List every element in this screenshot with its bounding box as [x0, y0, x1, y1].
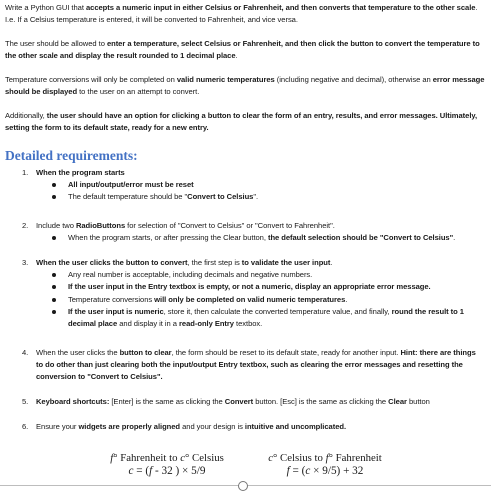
requirement-item-2: [22, 220, 484, 244]
requirement-number: 6.: [22, 422, 29, 431]
bullet-dot-icon: [52, 195, 56, 199]
intro-paragraph-1: Write a Python GUI that accepts a numeric input in either Celsius or Fahrenheit, and then converts that temperature to the other scale. I.e. If a Celsius temperature is entered, it will be converted to Fahrenheit, and vice versa.: [5, 3, 478, 25]
requirement-text: Keyboard shortcuts: [Enter] is the same as clicking the Convert button. [Esc] is the same as clicking the Clear button: [36, 397, 430, 406]
formula-f-to-c: [108, 452, 226, 478]
requirement-text: When the user clicks the button to convert, the first step is to validate the user input.: [36, 258, 333, 267]
formula-c-to-f-equation: f = (c × 9/5) + 32: [286, 465, 364, 477]
bullet-dot-icon: [52, 298, 56, 302]
requirement-item-1: [22, 167, 484, 204]
requirement-item-6: [22, 421, 484, 433]
bullet-dot-icon: [52, 273, 56, 277]
requirement-item-4: [22, 347, 484, 384]
bullet-item: If the user input in the Entry textbox is empty, or not a numeric, display an appropriate error message.: [36, 281, 484, 293]
bullet-item: When the program starts, or after pressing the Clear button, the default selection should be "Convert to Celsius".: [36, 232, 484, 244]
requirement-number: 2.: [22, 221, 29, 230]
requirement-number: 4.: [22, 348, 29, 357]
intro-paragraph-3: Temperature conversions will only be completed on valid numeric temperatures (including negative and decimal), otherwise an error message should be displayed to the user on an attempt to convert.: [5, 75, 485, 97]
intro-paragraph-4: Additionally, the user should have an option for clicking a button to clear the form of an entry, results, and error messages. Ultimately, setting the form to its default state, ready for a new entry.: [5, 111, 478, 133]
requirement-text: When the user clicks the button to clear, the form should be reset to its default state, ready for another input. Hint: there are things to do other than just clearing both the input/output Entry textbox, such as clearing the error messages and resetting the conversion to "Convert to Celsius".: [36, 348, 476, 382]
bullet-dot-icon: [52, 236, 56, 240]
requirement-number: 3.: [22, 258, 29, 267]
formula-f-to-c-title: f° Fahrenheit to c° Celsius: [110, 452, 224, 464]
bullet-item: If the user input is numeric, store it, then calculate the converted temperature value, and finally, round the result to 1 decimal place and display it in a read-only Entry textbox.: [36, 306, 484, 330]
requirement-item-5: [22, 396, 484, 408]
formula-f-to-c-equation: c = (f - 32 ) × 5/9: [128, 465, 206, 477]
bullet-item: All input/output/error must be reset: [36, 179, 484, 191]
requirement-number: 1.: [22, 168, 29, 177]
bullet-item: Temperature conversions will only be completed on valid numeric temperatures.: [36, 294, 484, 306]
requirement-text: Include two RadioButtons for selection of "Convert to Celsius" or "Convert to Fahrenheit".: [36, 221, 335, 230]
bullet-dot-icon: [52, 285, 56, 289]
bullet-item: The default temperature should be "Convert to Celsius".: [36, 191, 484, 203]
requirement-number: 5.: [22, 397, 29, 406]
requirements-heading: Detailed requirements:: [5, 148, 138, 163]
formula-c-to-f-title: c° Celsius to f° Fahrenheit: [268, 452, 382, 464]
requirement-item-3: [22, 257, 484, 330]
requirement-text: When the program starts: [36, 168, 125, 177]
intro-paragraph-2: The user should be allowed to enter a temperature, select Celsius or Fahrenheit, and then click the button to convert the temperature to the other scale and display the result rounded to 1 decimal place.: [5, 39, 480, 61]
bullet-dot-icon: [52, 310, 56, 314]
formula-c-to-f: [266, 452, 384, 478]
bullet-item: Any real number is acceptable, including decimals and negative numbers.: [36, 269, 484, 281]
resize-handle[interactable]: [238, 481, 248, 491]
bullet-dot-icon: [52, 183, 56, 187]
requirement-text: Ensure your widgets are properly aligned and your design is intuitive and uncomplicated.: [36, 422, 347, 431]
